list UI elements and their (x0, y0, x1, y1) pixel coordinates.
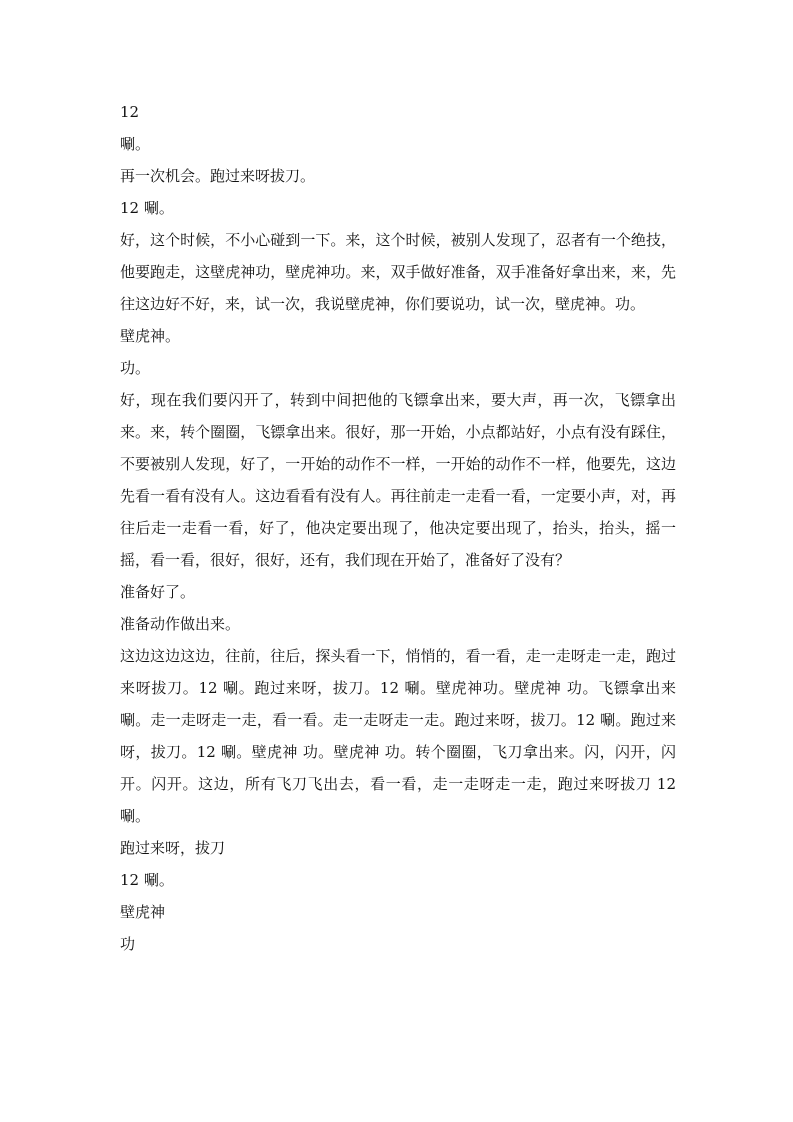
paragraph: 跑过来呀，拔刀 (120, 839, 226, 857)
paragraph: 再一次机会。跑过来呀拔刀。 (120, 167, 316, 185)
paragraph: 准备动作做出来。 (120, 615, 241, 633)
paragraph: 好，这个时候，不小心碰到一下。来，这个时候，被别人发现了，忍者有一个绝技，他要跑走，这壁虎神功，壁虎神功。来，双手做好准备，双手准备好拿出来，来，先往这边好不好，来，试一次，我说壁虎神，你们要说功，试一次，壁虎神。功。 (120, 231, 676, 313)
paragraph: 唰。 (120, 135, 151, 153)
paragraph: 功。 (120, 359, 151, 377)
paragraph: 这边这边这边，往前，往后，探头看一下，悄悄的，看一看，走一走呀走一走，跑过来呀拔刀。12 唰。跑过来呀，拔刀。12 唰。壁虎神功。壁虎神 功。飞镖拿出来 唰。走一走呀走一走，看一看。走一走呀走一走。跑过来呀，拔刀。12 唰。跑过来呀，拔刀。12 唰。壁虎神 功。壁虎神 功。转个圈圈，飞刀拿出来。闪，闪开，闪开。闪开。这边，所有飞刀飞出去，看一看，走一走呀走一走，跑过来呀拔刀 12 唰。 (120, 647, 676, 825)
paragraph: 12 (120, 103, 140, 121)
paragraph: 12 唰。 (120, 199, 174, 217)
paragraph: 12 唰。 (120, 871, 174, 889)
paragraph: 壁虎神 (120, 903, 166, 921)
document-page (120, 96, 676, 960)
paragraph: 壁虎神。 (120, 327, 181, 345)
paragraph: 准备好了。 (120, 583, 196, 601)
paragraph: 好，现在我们要闪开了，转到中间把他的飞镖拿出来，要大声，再一次，飞镖拿出来。来，转个圈圈，飞镖拿出来。很好，那一开始，小点都站好，小点有没有踩住，不要被别人发现，好了，一开始的动作不一样，一开始的动作不一样，他要先，这边先看一看有没有人。这边看看有没有人。再往前走一走看一看，一定要小声，对，再往后走一走看一看，好了，他决定要出现了，他决定要出现了，抬头，抬头，摇一摇，看一看，很好，很好，还有，我们现在开始了，准备好了没有？ (120, 391, 676, 569)
paragraph: 功 (120, 935, 136, 953)
